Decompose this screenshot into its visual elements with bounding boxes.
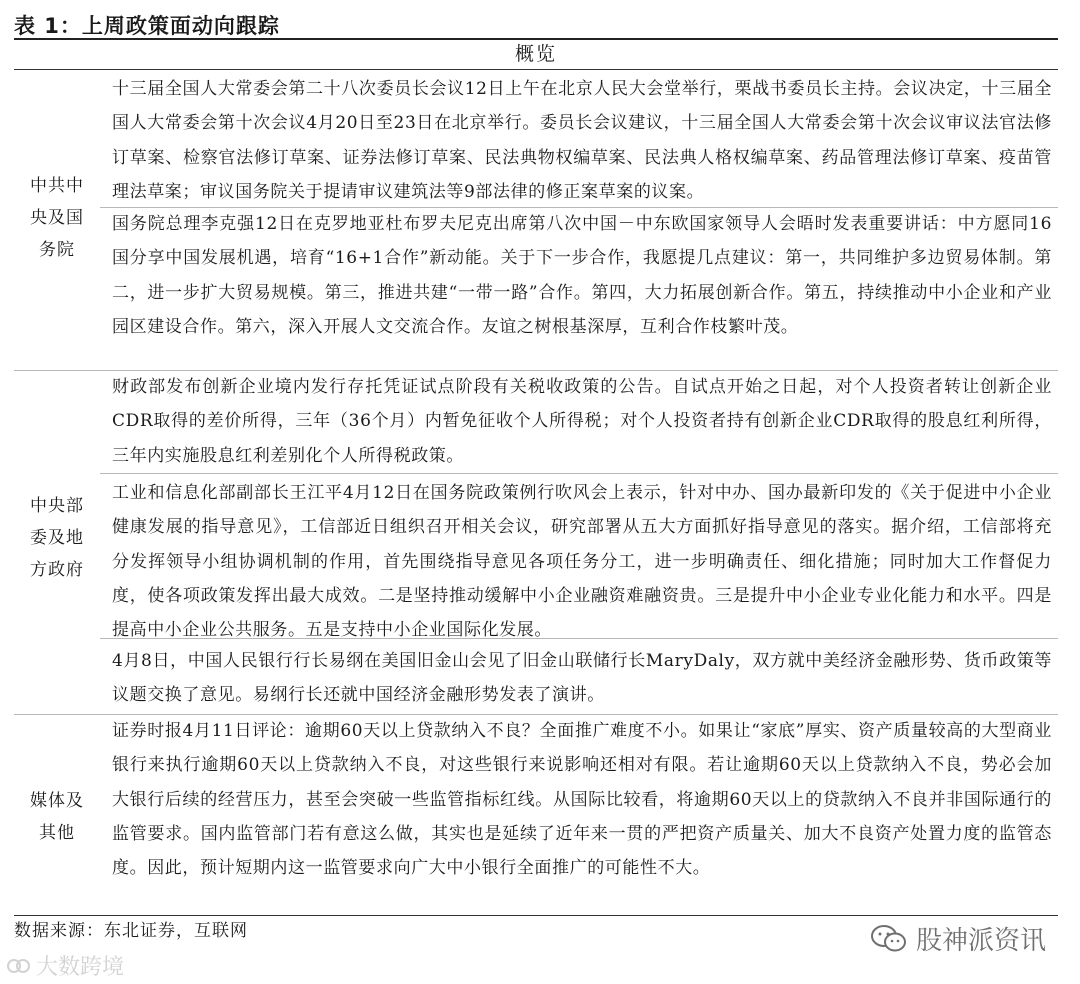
- entry-central-1: 十三届全国人大常委会第二十八次委员长会议12日上午在北京人民大会堂举行，栗战书委员长主持。会议决定，十三届全国人大常委会第十次会议4月20日至23日在北京举行。委员长会议建议，十三届全国人大常委会第十次会议审议法官法修订草案、检察官法修订草案、证券法修订草案、民法典物权编草案、民法典人格权编草案、药品管理法修订草案、疫苗管理法草案；审议国务院关于提请审议建筑法等9部法律的修正案草案的议案。: [112, 79, 1052, 202]
- entry-central-2: 国务院总理李克强12日在克罗地亚杜布罗夫尼克出席第八次中国－中东欧国家领导人会晤时发表重要讲话：中方愿同16国分享中国发展机遇，培育“16+1合作”新动能。关于下一步合作，我愿提几点建议：第一，共同维护多边贸易体制。第二，进一步扩大贸易规模。第三，推进共建“一带一路”合作。第四，大力拓展创新合作。第五，持续推动中小企业和产业园区建设合作。第六，深入开展人文交流合作。友谊之树根基深厚，互利合作枝繁叶茂。: [112, 214, 1052, 337]
- table-title: 表 1：上周政策面动向跟踪: [14, 14, 280, 38]
- entry-ministries-2: 工业和信息化部副部长王江平4月12日在国务院政策例行吹风会上表示，针对中办、国办最新印发的《关于促进中小企业健康发展的指导意见》，工信部近日组织召开相关会议，研究部署从五大方面抓好指导意见的落实。据介绍，工信部将充分发挥领导小组协调机制的作用，首先围绕指导意见各项任务分工，进一步明确责任、细化措施；同时加大工作督促力度，使各项政策发挥出最大成效。二是坚持推动缓解中小企业融资难融资贵。三是提升中小企业专业化能力和水平。四是提高中小企业公共服务。五是支持中小企业国际化发展。: [112, 483, 1052, 641]
- table-header: 概览: [514, 43, 557, 65]
- dashuju-logo-icon: [6, 955, 32, 977]
- bottom-rule: [14, 915, 1058, 916]
- row-divider: [100, 473, 1058, 474]
- watermark-left: [6, 950, 124, 981]
- wechat-icon: [870, 924, 908, 954]
- entry-media-1: 证券时报4月11日评论：逾期60天以上贷款纳入不良？全面推广难度不小。如果让“家底”厚实、资产质量较高的大型商业银行来执行逾期60天以上贷款纳入不良，对这些银行来说影响还相对有限。若让逾期60天以上贷款纳入不良，势必会加大银行后续的经营压力，甚至会突破一些监管指标红线。从国际比较看，将逾期60天以上的贷款纳入不良并非国际通行的监管要求。国内监管部门若有意这么做，其实也是延续了近年来一贯的严把资产质量关、加大不良资产处置力度的监管态度。因此，预计短期内这一监管要求向广大中小银行全面推广的可能性不大。: [112, 721, 1052, 879]
- group-label-media: 媒体及 其他: [30, 791, 84, 843]
- data-source: 数据来源：东北证券，互联网: [14, 921, 248, 941]
- entry-ministries-3: 4月8日，中国人民银行行长易纲在美国旧金山会见了旧金山联储行长MaryDaly，双方就中美经济金融形势、货币政策等议题交换了意见。易纲行长还就中国经济金融形势发表了演讲。: [112, 651, 1052, 706]
- group-label-ministries: 中央部 委及地 方政府: [30, 496, 84, 580]
- watermark-right: [870, 920, 1046, 957]
- watermark-left-text: 大数跨境: [36, 955, 125, 980]
- entry-ministries-1: 财政部发布创新企业境内发行存托凭证试点阶段有关税收政策的公告。自试点开始之日起，对个人投资者转让创新企业CDR取得的差价所得，三年（36个月）内暂免征收个人所得税；对个人投资者持有创新企业CDR取得的股息红利所得，三年内实施股息红利差别化个人所得税政策。: [112, 377, 1052, 466]
- header-rule: [14, 69, 1058, 70]
- watermark-right-text: 股神派资讯: [915, 926, 1046, 956]
- row-divider: [100, 638, 1058, 639]
- group-label-central: 中共中 央及国 务院: [30, 176, 84, 260]
